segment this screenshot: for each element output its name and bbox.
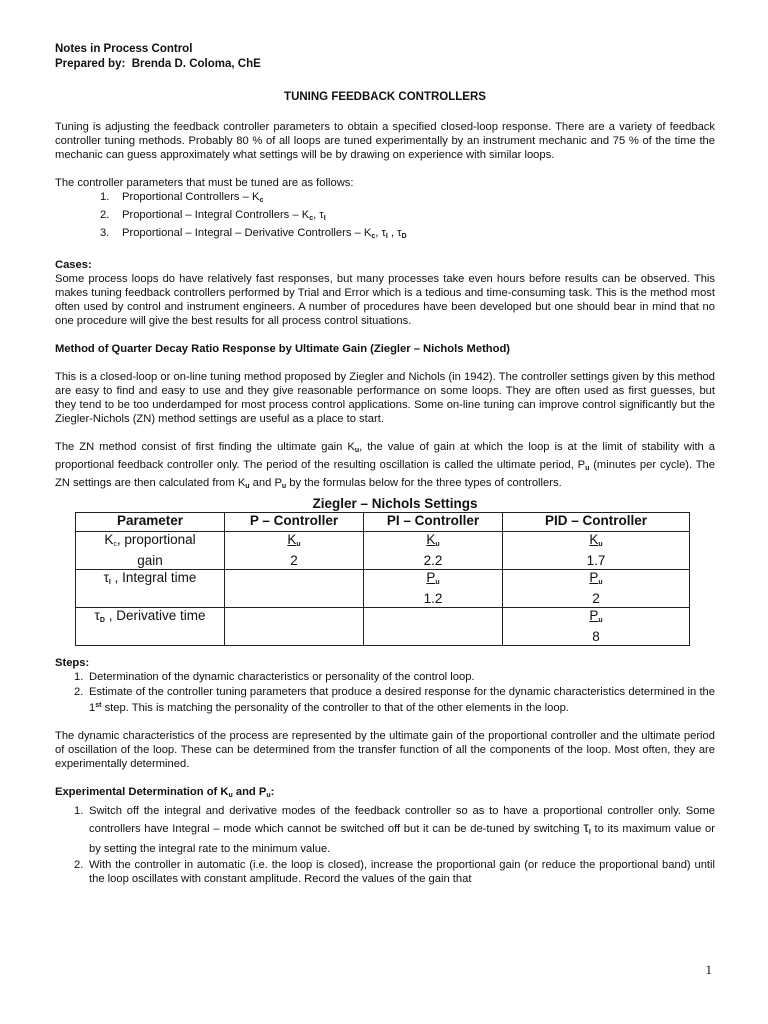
list-item: 2. Estimate of the controller tuning parameters that produce a desired response for the dynamic characteristics determined in the 1st step. This is matching the personality of the controller to that of the other elements in the loop.: [74, 686, 715, 714]
params-intro: The controller parameters that must be tuned are as follows:: [55, 177, 354, 189]
table-caption: Ziegler – Nichols Settings: [312, 496, 478, 511]
dynamic-paragraph: The dynamic characteristics of the process are represented by the ultimate gain of the proportional controller and the ultimate period of oscillation of the loop. These can be determined from the transfer function of all the components of the loop. Most often, they are experimentally determined.: [55, 730, 715, 770]
page-title: TUNING FEEDBACK CONTROLLERS: [284, 91, 486, 103]
header-author: [55, 57, 715, 72]
list-item: 3. Proportional – Integral – Derivative Controllers – $K_c$, $\tau_I$ , $\tau_D$: [100, 227, 407, 240]
col-header: PID – Controller: [503, 513, 690, 532]
pid-cell: $\frac{P_u}{2}$: [503, 570, 690, 608]
list-item: 1. Determination of the dynamic characteristics or personality of the control loop.: [74, 671, 475, 683]
method-heading: Method of Quarter Decay Ratio Response by Ultimate Gain (Ziegler – Nichols Method): [55, 343, 511, 355]
header-course: Notes in Process Control: [55, 43, 193, 55]
params-list: [55, 190, 715, 244]
list-item: 1. Proportional Controllers – $K_c$: [100, 191, 264, 204]
steps-heading: Steps:: [55, 657, 90, 669]
steps-list: [55, 670, 715, 715]
intro-paragraph: Tuning is adjusting the feedback controller parameters to obtain a specified closed-loop response. There are a variety of feedback controller tuning methods. Probably 80 % of all loops are tuned experimentally by an instrument mechanic and 75 % of the time the mechanic can guess approximately what settings will be by drawing on experience with similar loops.: [55, 121, 715, 161]
header-author-label: Prepared by:: [55, 58, 126, 70]
table-header-row: [76, 513, 690, 532]
list-item: 2. Proportional – Integral Controllers – $K_c$, $\tau_I$: [100, 209, 326, 222]
col-header: P – Controller: [225, 513, 364, 532]
col-header: PI – Controller: [364, 513, 503, 532]
header-author-name: Brenda D. Coloma, ChE: [131, 58, 261, 70]
param-cell: $\tau_D$ , Derivative time: [76, 608, 225, 646]
table-row: [76, 608, 690, 646]
pid-cell: $\frac{P_u}{8}$: [503, 608, 690, 646]
zn-settings-table-block: [55, 496, 715, 646]
p-cell: [225, 608, 364, 646]
pid-cell: $\frac{K_u}{1.7}$: [503, 532, 690, 570]
p-cell: $\frac{K_u}{2}$: [225, 532, 364, 570]
list-item: 1. Switch off the integral and derivative modes of the feedback controller so as to have a proportional controller only. Some controllers have Integral – mode which cannot be switched off but it can be de-tuned by switching $\tau_I$ to its maximum value or by setting the integral rate to the minimum value.: [74, 805, 716, 855]
param-cell: $\tau_I$ , Integral time: [76, 570, 225, 608]
page-number: 1: [705, 962, 712, 977]
pi-cell: $\frac{P_u}{1.2}$: [364, 570, 503, 608]
cases-heading: Cases:: [55, 259, 92, 271]
table-row: [76, 570, 690, 608]
zn-paragraph: The ZN method consist of first finding the ultimate gain $K_u$, the value of gain at which the loop is at the limit of stability with a proportional feedback controller only. The period of the resulting oscillation is called the ultimate period, $P_u$ (minutes per cycle). The ZN settings are then calculated from $K_u$ and $P_u$ by the formulas below for the three types of controllers.: [55, 441, 715, 490]
experimental-steps-list: [55, 803, 715, 886]
document-page: [55, 42, 715, 900]
param-cell: $K_c$, proportional gain: [76, 532, 225, 570]
list-item: 2. With the controller in automatic (i.e. the loop is closed), increase the proportional gain (or reduce the proportional band) until the loop oscillates with constant amplitude. Record the values of the gain that: [74, 859, 715, 885]
pi-cell: $\frac{K_u}{2.2}$: [364, 532, 503, 570]
experimental-heading: Experimental Determination of $K_u$ and $P_u$:: [55, 786, 275, 799]
method-paragraph: This is a closed-loop or on-line tuning method proposed by Ziegler and Nichols (in 1942). The controller settings given by this method are easy to find and easy to use and they give reasonable performance on some loops. They are often used as first guesses, but they tend to be too underdamped for most process control applications. Some on-line tuning can improve control significantly but the Ziegler-Nichols (ZN) method settings are useful as a place to start.: [55, 371, 715, 425]
zn-settings-table: [75, 512, 690, 646]
pi-cell: [364, 608, 503, 646]
cases-paragraph: Some process loops do have relatively fast responses, but many processes take even hours before results can be observed. This makes tuning feedback controllers performed by Trial and Error which is a tedious and time-consuming task. This is the method most often used by control and instrument engineers. A number of procedures have been developed but one should bear in mind that no one procedure will give the best results for all process control situations.: [55, 273, 715, 327]
col-header: Parameter: [76, 513, 225, 532]
p-cell: [225, 570, 364, 608]
table-row: [76, 532, 690, 570]
